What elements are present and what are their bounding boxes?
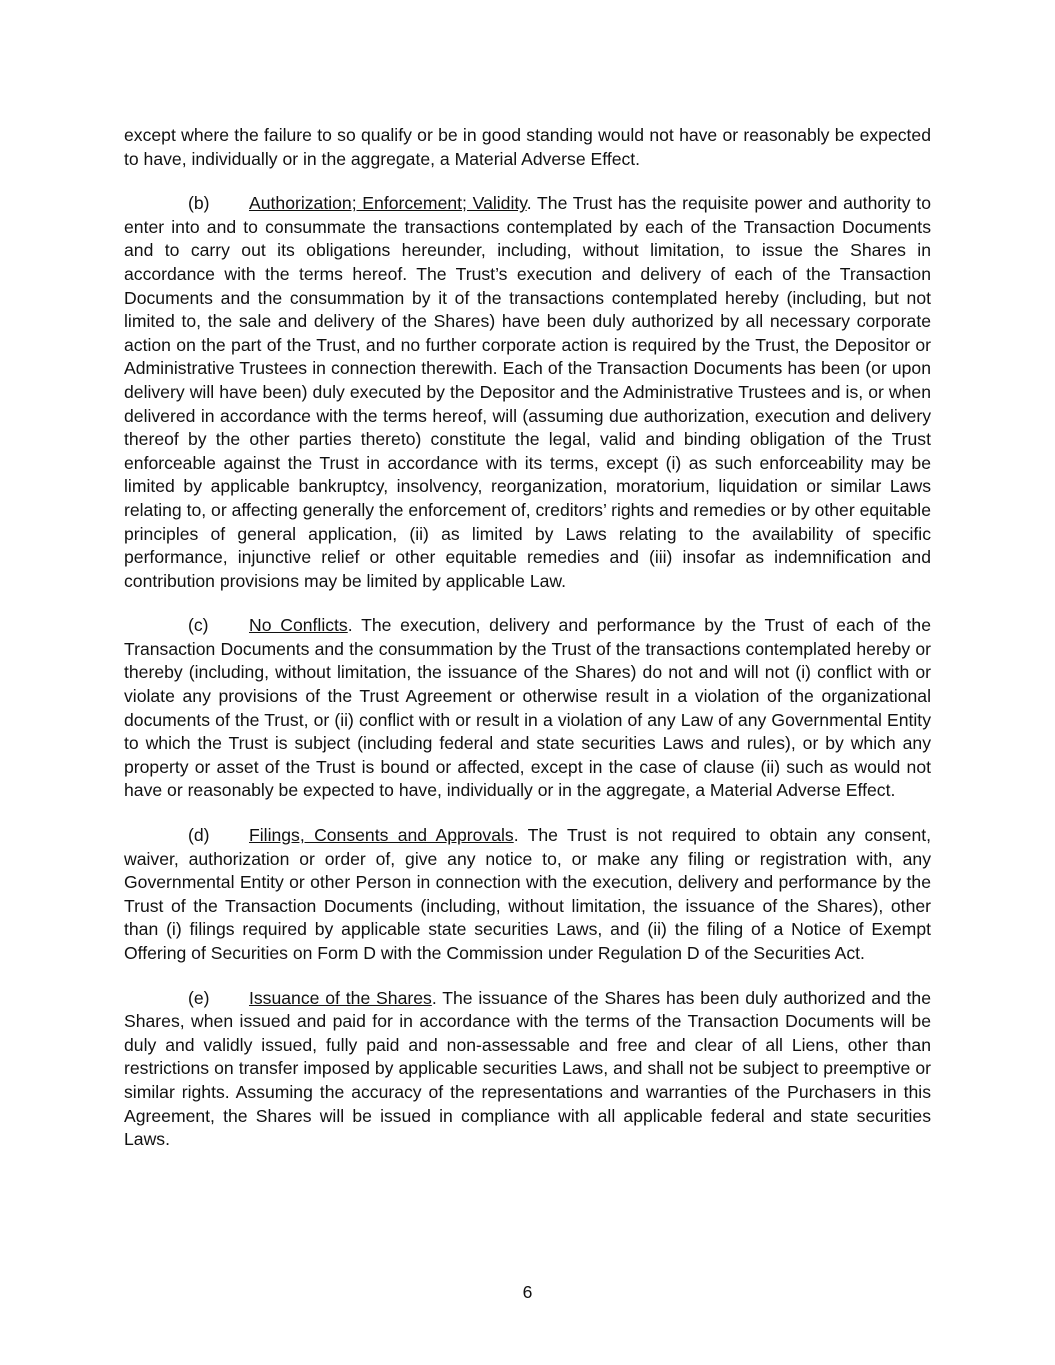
- section-e-body: . The issuance of the Shares has been duly authorized and the Shares, when issued and paid for in accordance with the terms of the Transaction Documents will be duly and validly issued, fully paid and non-assessable and free and clear of all Liens, other than restrictions on transfer imposed by applicable securities Laws, and shall not be subject to preemptive or similar rights. Assuming the accuracy of the representations and warranties of the Purchasers in this Agreement, the Shares will be issued in compliance with all applicable federal and state securities Laws.: [124, 987, 931, 1150]
- section-d-heading: Filings, Consents and Approvals: [249, 825, 514, 846]
- section-d-paragraph: [124, 824, 931, 966]
- section-b-heading: Authorization; Enforcement; Validity: [249, 193, 527, 214]
- document-page: [124, 124, 931, 1173]
- section-e-heading: Issuance of the Shares: [249, 987, 432, 1008]
- section-b-body: . The Trust has the requisite power and authority to enter into and to consummate the transactions contemplated by each of the Transaction Documents and to carry out its obligations hereunder, including, without limitation, to issue the Shares in accordance with the terms hereof. The Trust’s execution and delivery of each of the Transaction Documents and the consummation by it of the transactions contemplated hereby (including, but not limited to, the sale and delivery of the Shares) have been duly authorized by all necessary corporate action on the part of the Trust, and no further corporate action is required by the Trust, the Depositor or Administrative Trustees in connection therewith. Each of the Transaction Documents has been (or upon delivery will have been) duly executed by the Depositor and the Administrative Trustees and is, or when delivered in accordance with the terms hereof, will (assuming due authorization, execution and delivery thereof by the other parties thereto) constitute the legal, valid and binding obligation of the Trust enforceable against the Trust in accordance with its terms, except (i) as such enforceability may be limited by applicable bankruptcy, insolvency, reorganization, moratorium, liquidation or similar Laws relating to, or affecting generally the enforcement of, creditors’ rights and remedies or by other equitable principles of general application, (ii) as limited by Laws relating to the availability of specific performance, injunctive relief or other equitable remedies and (iii) insofar as indemnification and contribution provisions may be limited by applicable Law.: [124, 193, 931, 591]
- section-c-label: (c): [188, 615, 209, 636]
- section-c-paragraph: [124, 614, 931, 803]
- intro-paragraph: except where the failure to so qualify or be in good standing would not have or reasonably be expected to have, individually or in the aggregate, a Material Adverse Effect.: [124, 125, 931, 169]
- page-number: 6: [522, 1282, 533, 1302]
- section-b-label: (b): [188, 193, 210, 214]
- section-b-paragraph: [124, 192, 931, 593]
- section-d-body: . The Trust is not required to obtain any consent, waiver, authorization or order of, give any notice to, or make any filing or registration with, any Governmental Entity or other Person in connection with the execution, delivery and performance by the Trust of the Transaction Documents (including, without limitation, the issuance of the Shares), other than (i) filings required by applicable state securities Laws, and (ii) the filing of a Notice of Exempt Offering of Securities on Form D with the Commission under Regulation D of the Securities Act.: [124, 825, 932, 963]
- section-c-heading: No Conflicts: [249, 615, 348, 636]
- section-e-paragraph: [124, 987, 931, 1152]
- section-e-label: (e): [188, 987, 210, 1008]
- section-d-label: (d): [188, 825, 210, 846]
- section-c-body: . The execution, delivery and performance by the Trust of each of the Transaction Documents and the consummation by the Trust of the transactions contemplated hereby or thereby (including, without limitation, the issuance of the Shares) do not and will not (i) conflict with or violate any provisions of the Trust Agreement or otherwise result in a violation of the organizational documents of the Trust, or (ii) conflict with or result in a violation of any Law of any Governmental Entity to which the Trust is subject (including federal and state securities Laws and rules), or by which any property or asset of the Trust is bound or affected, except in the case of clause (ii) such as would not have or reasonably be expected to have, individually or in the aggregate, a Material Adverse Effect.: [124, 615, 931, 801]
